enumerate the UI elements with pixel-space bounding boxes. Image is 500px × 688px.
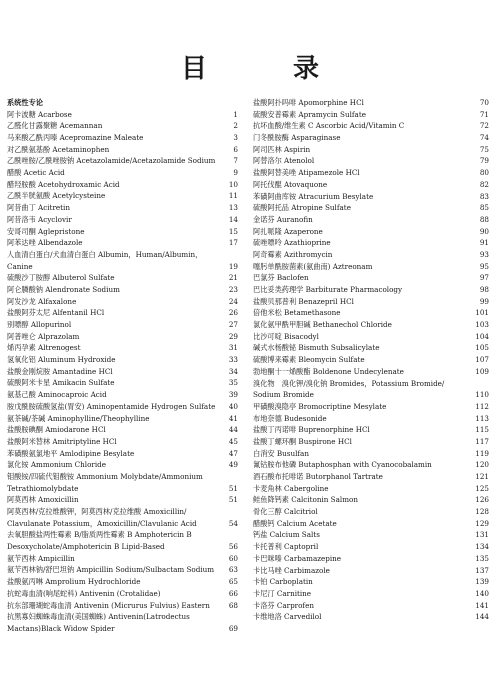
toc-entry-page: 47 — [228, 448, 238, 458]
toc-entry — [7, 354, 238, 366]
toc-entry — [253, 272, 489, 284]
toc-entry-title: 醋酸 Acetic Acid — [7, 168, 65, 178]
toc-entry-page: 112 — [475, 401, 489, 411]
toc-entry-title: 鲑鱼降钙素 Calcitonin Salmon — [253, 495, 358, 505]
toc-entry — [253, 319, 489, 331]
toc-entry — [7, 144, 238, 156]
toc-entry — [7, 179, 238, 191]
toc-entry-title: 阿扎哌隆 Azaperone — [253, 226, 323, 236]
toc-entry — [253, 518, 489, 530]
toc-entry-title: 骨化三醇 Calcitriol — [253, 507, 318, 517]
toc-entry-page: 51 — [228, 495, 238, 505]
toc-entry — [253, 120, 489, 132]
toc-entry-title: 抗黑寡妇蜘蛛毒血清(美国蜘蛛) Antivenin(Latrodectus — [7, 612, 190, 622]
toc-entry-page: 45 — [228, 436, 238, 446]
toc-entry — [7, 190, 238, 202]
toc-entry-page: 101 — [475, 308, 489, 318]
toc-entry-page: 27 — [228, 320, 238, 330]
toc-entry-title: 氨基己酸 Aminocaproic Acid — [7, 390, 107, 400]
toc-entry — [253, 611, 489, 623]
toc-entry-title: Mactans)Black Widow Spider — [7, 623, 115, 633]
toc-entry-page: 79 — [479, 156, 489, 166]
toc-entry — [253, 202, 489, 214]
toc-entry-title: 卡托普利 Captopril — [253, 542, 319, 552]
toc-entry — [7, 401, 238, 413]
toc-entry — [7, 202, 238, 214]
toc-entry-title: 卡麦角林 Cabergoline — [253, 483, 329, 493]
toc-right-column — [253, 97, 489, 623]
toc-entry-page: 15 — [228, 226, 238, 236]
toc-entry-title: 硫唑嘌呤 Azathioprine — [253, 238, 331, 248]
toc-entry-title: 硫酸沙丁胺醇 Albuterol Sulfate — [7, 273, 115, 283]
section-heading: 系统性专论 — [7, 98, 43, 107]
toc-entry-title: 盐酸金刚烷胺 Amantadine HCl — [7, 366, 113, 376]
toc-entry-page: 70 — [479, 98, 489, 107]
toc-entry-page: 9 — [233, 168, 238, 178]
toc-entry-page: 71 — [479, 109, 489, 119]
toc-entry-title: 阿昔洛韦 Acyclovir — [7, 214, 72, 224]
toc-entry-title: 盐酸贝那普利 Benazepril HCl — [253, 296, 354, 306]
toc-entry-page: 95 — [479, 261, 489, 271]
toc-entry-title: 巴氯芬 Baclofen — [253, 273, 309, 283]
toc-entry — [7, 155, 238, 167]
toc-entry-title: 盐酸阿扑吗啡 Apomorphine HCl — [253, 98, 364, 107]
toc-entry-page: 128 — [475, 507, 489, 517]
toc-entry-page: 49 — [228, 460, 238, 470]
toc-entry — [253, 448, 489, 460]
toc-entry — [253, 459, 489, 471]
toc-entry-title: 卡尼汀 Carnitine — [253, 588, 312, 598]
toc-entry-title: 苯磺阿曲库铵 Atracurium Besylate — [253, 191, 374, 201]
toc-entry-page: 103 — [475, 320, 489, 330]
toc-entry — [7, 494, 238, 506]
toc-entry-title: 抗坏血酸/维生素 C Ascorbic Acid/Vitamin C — [253, 121, 405, 131]
toc-entry-title: 阿奇霉素 Azithromycin — [253, 249, 333, 259]
toc-entry — [7, 307, 238, 319]
toc-entry-title: 比沙可啶 Bisacodyl — [253, 331, 319, 341]
toc-entry-page: 56 — [228, 542, 238, 552]
toc-entry — [7, 600, 238, 612]
toc-entry — [7, 448, 238, 460]
toc-entry-page: 41 — [228, 413, 238, 423]
toc-entry-title: 氯化铵 Ammonium Chloride — [7, 460, 106, 470]
toc-entry — [7, 389, 238, 401]
toc-entry-page: 120 — [475, 460, 489, 470]
toc-entry-page: 139 — [475, 577, 489, 587]
toc-entry — [253, 109, 489, 121]
toc-entry — [7, 413, 238, 425]
toc-entry-page: 26 — [228, 308, 238, 318]
toc-entry — [7, 611, 238, 634]
toc-entry — [253, 553, 489, 565]
toc-entry — [253, 261, 489, 273]
toc-entry — [7, 459, 238, 471]
toc-entry — [253, 436, 489, 448]
toc-entry-title: 氨苄西林钠/舒巴坦钠 Ampicillin Sodium/Sulbactam Sodium — [7, 565, 215, 575]
toc-entry-title: 阿昔曲丁 Acitretin — [7, 203, 70, 213]
toc-entry — [253, 576, 489, 588]
toc-entry-page: 119 — [475, 448, 489, 458]
toc-entry — [253, 506, 489, 518]
toc-entry — [253, 237, 489, 249]
toc-entry-page: 135 — [475, 553, 489, 563]
toc-entry — [253, 366, 489, 378]
toc-entry — [7, 564, 238, 576]
toc-entry — [253, 413, 489, 425]
toc-entry-title: 盐酸胺碘酮 Amiodarone HCl — [7, 425, 106, 435]
toc-entry — [7, 471, 238, 494]
toc-entry-page: 23 — [228, 284, 238, 294]
toc-entry — [7, 284, 238, 296]
toc-entry-page: 19 — [228, 261, 238, 271]
toc-entry-title: 阿替洛尔 Atenolol — [253, 156, 315, 166]
toc-entry — [253, 483, 489, 495]
toc-entry-page: 140 — [475, 588, 489, 598]
toc-entry — [7, 424, 238, 436]
toc-entry — [7, 237, 238, 249]
toc-entry — [7, 319, 238, 331]
toc-entry-page: 85 — [479, 203, 489, 213]
toc-entry-title: 阿莫西林/克拉维酸钾，阿莫西林/克拉维酸 Amoxicillin/ — [7, 507, 187, 517]
toc-entry-page: 17 — [228, 238, 238, 248]
toc-entry-page: 75 — [479, 144, 489, 154]
toc-entry-title: 醋酸钙 Calcium Acetate — [253, 518, 337, 528]
toc-entry-title: 氨苄西林 Ampicillin — [7, 553, 75, 563]
toc-entry-page: 3 — [233, 133, 238, 143]
toc-entry — [253, 331, 489, 343]
toc-entry-page: 13 — [228, 203, 238, 213]
toc-entry-title: 阿苯达唑 Albendazole — [7, 238, 83, 248]
toc-entry-title: 抗蛇毒血清(响尾蛇科) Antivenin (Crotalidae) — [7, 588, 161, 598]
toc-entry-page: 1 — [233, 109, 238, 119]
toc-entry-title: 盐酸氨丙啉 Amprolium Hydrochloride — [7, 577, 141, 587]
toc-entry — [7, 366, 238, 378]
toc-entry-title: 卡巴咪嗪 Carbamazepine — [253, 553, 342, 563]
toc-entry-title: 阿仑膦酸钠 Alendronate Sodium — [7, 284, 120, 294]
toc-entry-title: 氰钴胺布他磷 Butaphosphan with Cyanocobalamin — [253, 460, 432, 470]
toc-entry-page: 144 — [475, 612, 489, 622]
toc-entry — [7, 553, 238, 565]
toc-entry — [253, 600, 489, 612]
toc-entry — [7, 167, 238, 179]
toc-entry-page: 98 — [479, 285, 489, 294]
toc-entry — [253, 424, 489, 436]
toc-entry-title: 乙酰半胱氨酸 Acetylcysteine — [7, 191, 106, 201]
toc-entry-page: 117 — [475, 436, 489, 446]
toc-entry-title: 硫酸安普霉素 Apramycin Sulfate — [253, 109, 366, 119]
toc-entry — [253, 354, 489, 366]
toc-entry-page: 54 — [228, 518, 238, 528]
toc-entry-title: 去氧胆酸盐两性霉素 B/脂质两性霉素 B Amphotericin B — [7, 530, 192, 540]
toc-entry — [253, 191, 489, 203]
toc-entry-page: 34 — [228, 366, 238, 376]
toc-entry-page: 14 — [228, 214, 238, 224]
toc-entry — [253, 471, 489, 483]
toc-entry-title: 烯丙孕素 Altrenogest — [7, 343, 81, 353]
toc-entry-title: 卡洛芬 Carprofen — [253, 600, 314, 610]
toc-entry-page: 90 — [479, 226, 489, 236]
page-title: 目 录 — [180, 54, 349, 84]
toc-entry-title: 盐酸阿米替林 Amitriptyline HCl — [7, 436, 117, 446]
toc-entry-title: 阿普唑仑 Alprazolam — [7, 331, 80, 341]
toc-entry-page: 131 — [475, 530, 489, 540]
toc-entry-title: 碱式水杨酸铋 Bismuth Subsalicylate — [253, 343, 380, 353]
toc-entry-page: 21 — [228, 273, 238, 283]
toc-entry-title: 布地奈德 Budesonide — [253, 413, 327, 423]
toc-entry-title: 氨茶碱/茶碱 Aminophylline/Theophylline — [7, 413, 150, 423]
toc-entry — [253, 284, 489, 296]
toc-entry — [253, 529, 489, 541]
toc-entry-title: 别嘌醇 Allopurinol — [7, 320, 72, 330]
toc-entry-page: 141 — [475, 600, 489, 610]
toc-entry-page: 113 — [475, 413, 489, 423]
toc-entry-page: 134 — [475, 542, 489, 552]
toc-entry — [7, 226, 238, 238]
toc-entry — [7, 529, 238, 552]
toc-entry-page: 65 — [228, 577, 238, 587]
toc-entry-page: 80 — [479, 168, 489, 178]
toc-entry — [253, 155, 489, 167]
toc-entry-page: 115 — [475, 425, 489, 435]
toc-entry — [253, 588, 489, 600]
toc-entry-title: 卡维地洛 Carvedilol — [253, 612, 322, 622]
toc-entry — [7, 249, 238, 272]
toc-entry-title: 盐酸阿芬太尼 Alfentanil HCl — [7, 308, 105, 318]
toc-entry-title: 白消安 Busulfan — [253, 448, 309, 458]
toc-entry-title: 卡比马唑 Carbimazole — [253, 565, 330, 575]
toc-entry-page: 63 — [228, 565, 238, 575]
toc-entry — [253, 226, 489, 238]
toc-entry-title: 酒石酸布托啡诺 Butorphanol Tartrate — [253, 472, 383, 481]
toc-entry-title: 对乙酰氨基酚 Acetaminophen — [7, 144, 110, 154]
toc-entry-title: 阿发沙龙 Alfaxalone — [7, 296, 77, 306]
toc-entry-title: 胺戊酰胺硫酸氢盐(胃安) Aminopentamide Hydrogen Sulfate — [7, 401, 216, 411]
toc-entry-page: 88 — [479, 214, 489, 224]
toc-entry — [253, 401, 489, 413]
toc-entry-page: 104 — [475, 331, 489, 341]
toc-entry-title: 噻肟单酰胺菌素(氨曲南) Aztreonam — [253, 261, 373, 271]
toc-entry — [7, 377, 238, 389]
toc-entry — [7, 506, 238, 529]
toc-entry-title: 氢氧化铝 Aluminum Hydroxide — [7, 355, 116, 365]
toc-entry-title: Tetrathiomolybdate — [7, 483, 79, 493]
toc-entry-page: 91 — [479, 238, 489, 248]
toc-entry-page: 107 — [475, 355, 489, 365]
toc-entry — [253, 494, 489, 506]
toc-entry-page: 10 — [228, 179, 238, 189]
toc-entry-page: 6 — [233, 144, 238, 154]
toc-entry-page: 68 — [228, 600, 238, 610]
toc-entry-page: 129 — [475, 518, 489, 528]
toc-entry-title: 人血清白蛋白/犬血清白蛋白 Albumin，Human/Albumin， — [7, 249, 203, 259]
toc-entry-title: 苯磺酸氨氯地平 Amlodipine Besylate — [7, 448, 135, 458]
toc-entry-page: 35 — [228, 378, 238, 388]
toc-entry-title: 阿司匹林 Aspirin — [253, 144, 311, 154]
toc-entry-page: 29 — [228, 331, 238, 341]
toc-left-column — [7, 97, 238, 635]
toc-entry-page: 39 — [228, 390, 238, 400]
toc-entry — [7, 120, 238, 132]
toc-entry-page: 82 — [479, 179, 489, 189]
toc-entry-page: 44 — [228, 425, 238, 435]
toc-entry-page: 125 — [475, 483, 489, 493]
toc-entry-title: 马来酸乙酰丙嗪 Acepromazine Maleate — [7, 133, 144, 143]
toc-entry-page: 137 — [475, 565, 489, 575]
toc-entry-title: 溴化物 溴化钾/溴化钠 Bromides，Potassium Bromide/ — [253, 378, 445, 388]
toc-entry-title: 金诺芬 Auranofin — [253, 214, 313, 224]
toc-entry-page: 105 — [475, 343, 489, 353]
toc-entry-title: 醋羟胺酸 Acetohydroxamic Acid — [7, 179, 120, 189]
toc-entry-title: 盐酸丁螺环酮 Buspirone HCl — [253, 436, 352, 446]
toc-entry-page: 40 — [228, 401, 238, 411]
toc-entry-page: 33 — [228, 355, 238, 365]
toc-entry-page: 2 — [233, 121, 238, 131]
toc-entry-page: 72 — [479, 121, 489, 131]
toc-entry-title: 甲磺酸溴隐亭 Bromocriptine Mesylate — [253, 401, 387, 411]
toc-entry-title: 阿莫西林 Amoxicillin — [7, 495, 79, 505]
toc-entry — [253, 541, 489, 553]
toc-entry — [7, 588, 238, 600]
toc-entry — [253, 249, 489, 261]
toc-entry-title: 乙酰唑胺/乙酰唑胺钠 Acetazolamide/Acetazolamide Sodium — [7, 156, 216, 166]
toc-entry-page: 110 — [475, 390, 489, 400]
toc-entry-title: 巴比妥类药理学 Barbiturate Pharmacology — [253, 285, 403, 294]
toc-entry-title: 安哥司酮 Aglepristone — [7, 226, 85, 236]
toc-entry-page: 60 — [228, 553, 238, 563]
toc-entry-title: 门冬酰胺酶 Asparaginase — [253, 133, 341, 143]
toc-entry — [253, 179, 489, 191]
toc-entry-page: 11 — [228, 191, 238, 201]
toc-entry — [253, 342, 489, 354]
toc-entry — [7, 436, 238, 448]
toc-entry — [7, 331, 238, 343]
toc-entry — [253, 565, 489, 577]
toc-entry-page: 74 — [479, 133, 489, 143]
toc-entry — [7, 576, 238, 588]
toc-entry-page: 99 — [479, 296, 489, 306]
toc-entry-page: 109 — [475, 366, 489, 376]
toc-entry — [7, 342, 238, 354]
toc-entry — [253, 144, 489, 156]
toc-entry — [253, 97, 489, 109]
toc-entry-title: Desoxycholate/Amphotericin B Lipid-Based — [7, 542, 165, 552]
toc-entry — [7, 109, 238, 121]
toc-entry-page: 69 — [228, 623, 238, 633]
toc-entry-page: 31 — [228, 343, 238, 353]
toc-entry-title: 硫酸阿托品 Atropine Sulfate — [253, 203, 351, 213]
toc-entry-page: 66 — [228, 588, 238, 598]
toc-entry — [7, 132, 238, 144]
toc-entry-title: 氯化氨甲酰甲胆碱 Bethanechol Chloride — [253, 320, 392, 330]
toc-entry-page: 7 — [233, 156, 238, 166]
toc-entry-title: Clavulanate Potassium，Amoxicillin/Clavulanic Acid — [7, 518, 197, 528]
toc-entry-page: 121 — [475, 472, 489, 481]
toc-entry-page: 97 — [479, 273, 489, 283]
toc-entry — [253, 167, 489, 179]
toc-entry-title: 乙醛化甘露聚糖 Acemannan — [7, 121, 103, 131]
toc-entry-title: 阿卡波糖 Acarbose — [7, 109, 72, 119]
toc-entry-title: 钼酸铵/四硫代钼酸铵 Ammonium Molybdate/Ammonium — [7, 471, 203, 481]
toc-entry — [7, 296, 238, 308]
toc-entry — [253, 132, 489, 144]
toc-entry-title: 盐酸丁丙诺啡 Buprenorphine HCl — [253, 425, 370, 435]
toc-entry-title: Canine — [7, 261, 33, 271]
toc-entry-title: 钙盐 Calcium Salts — [253, 530, 320, 540]
toc-entry — [253, 307, 489, 319]
toc-entry-title: 阿托伐醌 Atovaquone — [253, 179, 328, 189]
toc-entry-title: 倍他米松 Betamethasone — [253, 308, 341, 318]
toc-entry — [7, 272, 238, 284]
toc-entry — [253, 214, 489, 226]
toc-entry — [253, 296, 489, 308]
toc-entry — [7, 214, 238, 226]
toc-entry-title: 抗东部珊瑚蛇毒血清 Antivenin (Micrurus Fulvius) Eastern — [7, 600, 210, 610]
toc-entry — [253, 378, 489, 401]
toc-entry-page: 83 — [479, 191, 489, 201]
toc-entry-title: 卡铂 Carboplatin — [253, 577, 313, 587]
toc-entry-page: 51 — [228, 483, 238, 493]
toc-entry-title: 勃地酮十一烯酸酯 Boldenone Undecylenate — [253, 366, 404, 376]
toc-entry-page: 93 — [479, 249, 489, 259]
toc-entry-page: 24 — [228, 296, 238, 306]
toc-entry-title: 硫酸阿米卡星 Amikacin Sulfate — [7, 378, 115, 388]
toc-entry-title: Sodium Bromide — [253, 390, 314, 400]
toc-entry-title: 硫酸博来霉素 Bleomycin Sulfate — [253, 355, 365, 365]
toc-entry-title: 盐酸阿替美唑 Atipamezole HCl — [253, 168, 360, 178]
toc-entry-page: 126 — [475, 495, 489, 505]
